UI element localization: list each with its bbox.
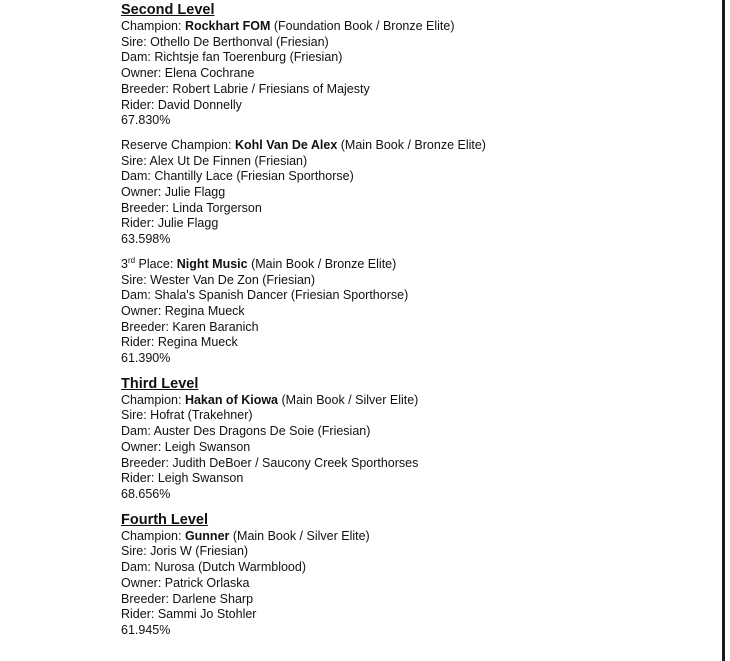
page-edge-rule: [722, 0, 725, 661]
dam-line: Dam: Chantilly Lace (Friesian Sporthorse): [121, 169, 354, 184]
dam-line: Dam: Nurosa (Dutch Warmblood): [121, 560, 307, 575]
breeder-line: Breeder: Judith DeBoer / Saucony Creek Sporthorses: [121, 455, 419, 470]
book-info: (Main Book / Silver Elite): [229, 528, 370, 543]
level-second: [121, 2, 721, 367]
horse-name: Night Music: [176, 256, 248, 271]
owner-line: Owner: Elena Cochrane: [121, 66, 255, 81]
level-heading: Third Level: [121, 375, 199, 392]
placing-ordinal-suffix: rd: [127, 255, 136, 265]
level-heading: Fourth Level: [121, 511, 209, 528]
level-heading: Second Level: [121, 2, 215, 18]
score-line: 61.390%: [121, 351, 171, 366]
score-line: 68.656%: [121, 486, 171, 501]
breeder-line: Breeder: Linda Torgerson: [121, 200, 262, 215]
placing-line: [121, 138, 721, 154]
horse-name: Rockhart FOM: [184, 19, 271, 33]
book-info: (Main Book / Silver Elite): [278, 392, 419, 407]
level-fourth: [121, 512, 721, 639]
book-info: (Main Book / Bronze Elite): [337, 137, 486, 152]
rider-line: Rider: Regina Mueck: [121, 335, 238, 350]
score-line: 63.598%: [121, 232, 171, 247]
score-line: 61.945%: [121, 622, 171, 637]
sire-line: Sire: Joris W (Friesian): [121, 544, 249, 559]
sire-line: Sire: Hofrat (Trakehner): [121, 408, 253, 423]
placing-entry: [121, 529, 721, 639]
dam-line: Dam: Auster Des Dragons De Soie (Friesian): [121, 424, 371, 439]
placing-line: [121, 257, 721, 273]
placing-line: [121, 529, 721, 545]
owner-line: Owner: Regina Mueck: [121, 303, 245, 318]
owner-line: Owner: Leigh Swanson: [121, 439, 251, 454]
book-info: (Foundation Book / Bronze Elite): [270, 19, 455, 33]
placing-entry: [121, 257, 721, 367]
placing-label-rest: Place:: [135, 256, 177, 271]
breeder-line: Breeder: Karen Baranich: [121, 319, 259, 334]
owner-line: Owner: Julie Flagg: [121, 185, 226, 200]
level-third: [121, 376, 721, 503]
breeder-line: Breeder: Robert Labrie / Friesians of Majesty: [121, 81, 370, 96]
breeder-line: Breeder: Darlene Sharp: [121, 591, 254, 606]
placing-line: [121, 19, 721, 35]
placing-entry: [121, 19, 721, 129]
placing-label: Champion:: [121, 19, 185, 33]
dam-line: Dam: Shala's Spanish Dancer (Friesian Sporthorse): [121, 288, 409, 303]
results-document: [121, 2, 721, 648]
score-line: 67.830%: [121, 113, 171, 128]
horse-name: Kohl Van De Alex: [234, 137, 338, 152]
book-info: (Main Book / Bronze Elite): [247, 256, 397, 271]
dam-line: Dam: Richtsje fan Toerenburg (Friesian): [121, 50, 343, 65]
placing-label: 3: [121, 256, 128, 271]
sire-line: Sire: Alex Ut De Finnen (Friesian): [121, 153, 308, 168]
placing-line: [121, 393, 721, 409]
rider-line: Rider: Julie Flagg: [121, 216, 219, 231]
sire-line: Sire: Wester Van De Zon (Friesian): [121, 272, 316, 287]
placing-label: Champion:: [121, 392, 185, 407]
sire-line: Sire: Othello De Berthonval (Friesian): [121, 34, 329, 49]
horse-name: Hakan of Kiowa: [184, 392, 279, 407]
placing-label: Reserve Champion:: [121, 137, 235, 152]
placing-entry: [121, 393, 721, 503]
placing-entry: [121, 138, 721, 248]
placing-label: Champion:: [121, 528, 185, 543]
rider-line: Rider: Sammi Jo Stohler: [121, 607, 257, 622]
rider-line: Rider: David Donnelly: [121, 97, 242, 112]
horse-name: Gunner: [184, 528, 230, 543]
owner-line: Owner: Patrick Orlaska: [121, 575, 250, 590]
rider-line: Rider: Leigh Swanson: [121, 471, 244, 486]
